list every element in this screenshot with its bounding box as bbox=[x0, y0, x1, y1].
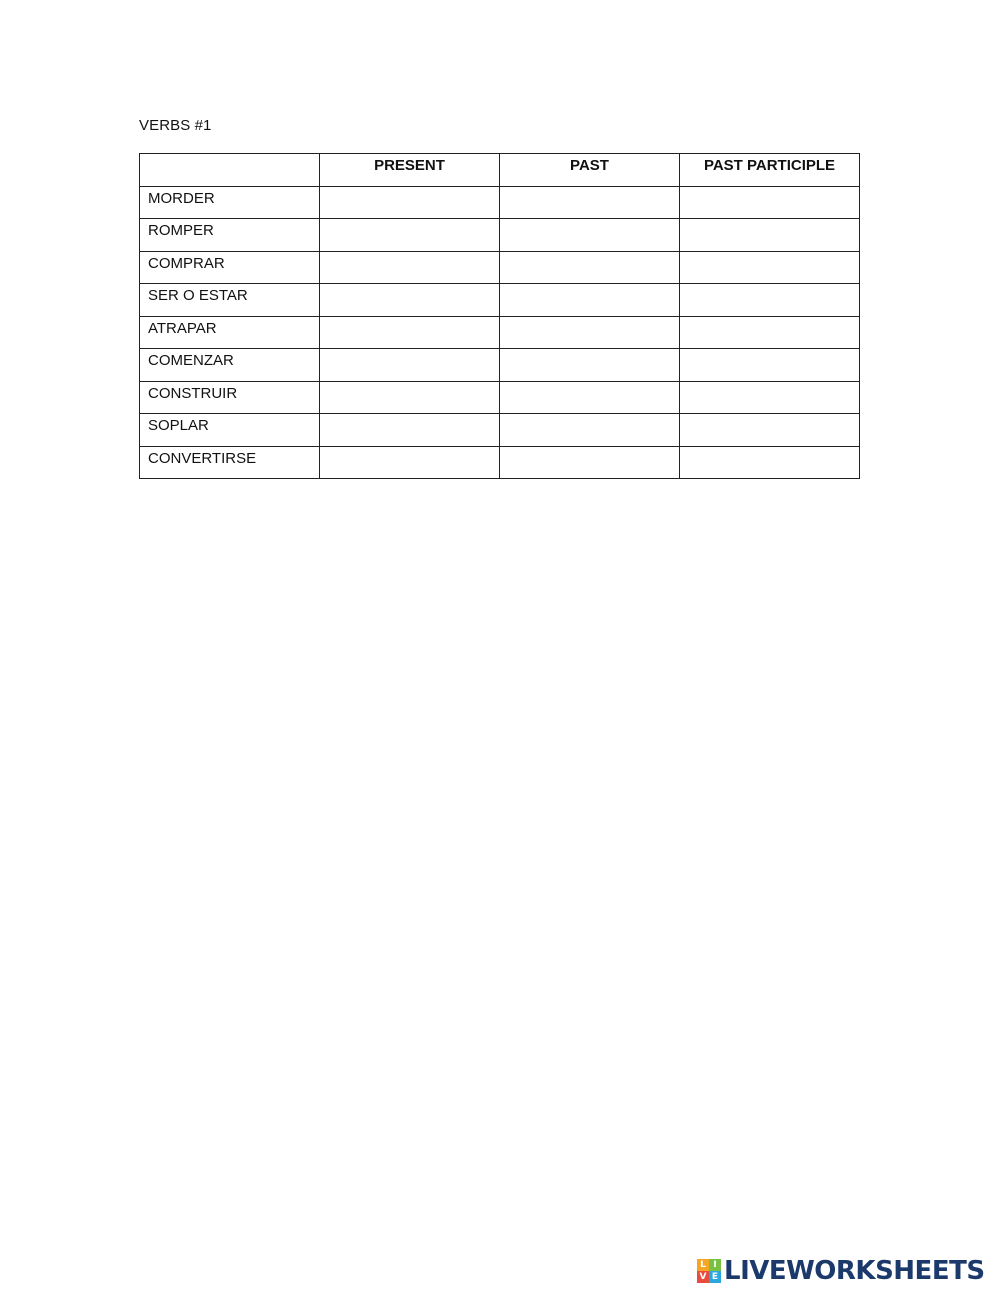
past-participle-cell bbox=[680, 414, 860, 447]
verb-cell: COMENZAR bbox=[140, 349, 320, 382]
table-header-row bbox=[140, 154, 860, 187]
past-participle-cell bbox=[680, 219, 860, 252]
present-answer-input[interactable] bbox=[320, 252, 499, 283]
header-past: PAST bbox=[500, 154, 680, 187]
past-answer-input[interactable] bbox=[500, 187, 679, 218]
past-cell bbox=[500, 349, 680, 382]
past-cell bbox=[500, 446, 680, 479]
past-participle-answer-input[interactable] bbox=[680, 317, 859, 348]
logo-text: LIVEWORKSHEETS bbox=[724, 1256, 985, 1286]
logo-letter-tile: E bbox=[709, 1271, 721, 1283]
past-answer-input[interactable] bbox=[500, 252, 679, 283]
past-participle-answer-input[interactable] bbox=[680, 284, 859, 315]
table-row bbox=[140, 186, 860, 219]
past-participle-cell bbox=[680, 186, 860, 219]
table-row bbox=[140, 349, 860, 382]
past-cell bbox=[500, 251, 680, 284]
logo-letter-tile: L bbox=[697, 1259, 709, 1271]
table-row bbox=[140, 446, 860, 479]
table-row bbox=[140, 219, 860, 252]
verb-cell: CONVERTIRSE bbox=[140, 446, 320, 479]
worksheet-title: VERBS #1 bbox=[139, 117, 212, 134]
present-cell bbox=[320, 316, 500, 349]
past-answer-input[interactable] bbox=[500, 382, 679, 413]
verb-cell: SOPLAR bbox=[140, 414, 320, 447]
verb-cell: SER O ESTAR bbox=[140, 284, 320, 317]
present-answer-input[interactable] bbox=[320, 382, 499, 413]
past-participle-answer-input[interactable] bbox=[680, 382, 859, 413]
present-answer-input[interactable] bbox=[320, 219, 499, 250]
past-cell bbox=[500, 381, 680, 414]
header-present: PRESENT bbox=[320, 154, 500, 187]
past-cell bbox=[500, 186, 680, 219]
past-participle-answer-input[interactable] bbox=[680, 414, 859, 445]
header-past-participle: PAST PARTICIPLE bbox=[680, 154, 860, 187]
past-answer-input[interactable] bbox=[500, 414, 679, 445]
verb-cell: ROMPER bbox=[140, 219, 320, 252]
table-row bbox=[140, 251, 860, 284]
past-answer-input[interactable] bbox=[500, 447, 679, 478]
present-cell bbox=[320, 284, 500, 317]
table-row bbox=[140, 381, 860, 414]
past-answer-input[interactable] bbox=[500, 284, 679, 315]
past-cell bbox=[500, 414, 680, 447]
present-answer-input[interactable] bbox=[320, 349, 499, 380]
present-answer-input[interactable] bbox=[320, 284, 499, 315]
past-participle-cell bbox=[680, 316, 860, 349]
past-participle-answer-input[interactable] bbox=[680, 252, 859, 283]
present-answer-input[interactable] bbox=[320, 414, 499, 445]
past-answer-input[interactable] bbox=[500, 317, 679, 348]
past-answer-input[interactable] bbox=[500, 349, 679, 380]
verb-rows bbox=[140, 186, 860, 479]
past-participle-answer-input[interactable] bbox=[680, 349, 859, 380]
present-answer-input[interactable] bbox=[320, 187, 499, 218]
present-cell bbox=[320, 414, 500, 447]
present-cell bbox=[320, 219, 500, 252]
past-cell bbox=[500, 219, 680, 252]
table-row bbox=[140, 414, 860, 447]
present-cell bbox=[320, 251, 500, 284]
present-cell bbox=[320, 446, 500, 479]
past-participle-cell bbox=[680, 446, 860, 479]
past-participle-answer-input[interactable] bbox=[680, 447, 859, 478]
table-row bbox=[140, 284, 860, 317]
past-participle-cell bbox=[680, 381, 860, 414]
past-cell bbox=[500, 284, 680, 317]
present-cell bbox=[320, 381, 500, 414]
liveworksheets-logo bbox=[697, 1257, 985, 1285]
table-row bbox=[140, 316, 860, 349]
past-participle-answer-input[interactable] bbox=[680, 187, 859, 218]
present-cell bbox=[320, 186, 500, 219]
liveworksheets-icon bbox=[697, 1259, 721, 1283]
header-verb bbox=[140, 154, 320, 187]
past-participle-cell bbox=[680, 284, 860, 317]
verb-cell: COMPRAR bbox=[140, 251, 320, 284]
verb-cell: CONSTRUIR bbox=[140, 381, 320, 414]
past-participle-cell bbox=[680, 349, 860, 382]
past-cell bbox=[500, 316, 680, 349]
past-participle-cell bbox=[680, 251, 860, 284]
logo-letter-tile: I bbox=[709, 1259, 721, 1271]
verb-cell: ATRAPAR bbox=[140, 316, 320, 349]
past-answer-input[interactable] bbox=[500, 219, 679, 250]
verb-cell: MORDER bbox=[140, 186, 320, 219]
present-answer-input[interactable] bbox=[320, 447, 499, 478]
verbs-table bbox=[139, 153, 860, 479]
past-participle-answer-input[interactable] bbox=[680, 219, 859, 250]
logo-letter-tile: V bbox=[697, 1271, 709, 1283]
present-answer-input[interactable] bbox=[320, 317, 499, 348]
present-cell bbox=[320, 349, 500, 382]
